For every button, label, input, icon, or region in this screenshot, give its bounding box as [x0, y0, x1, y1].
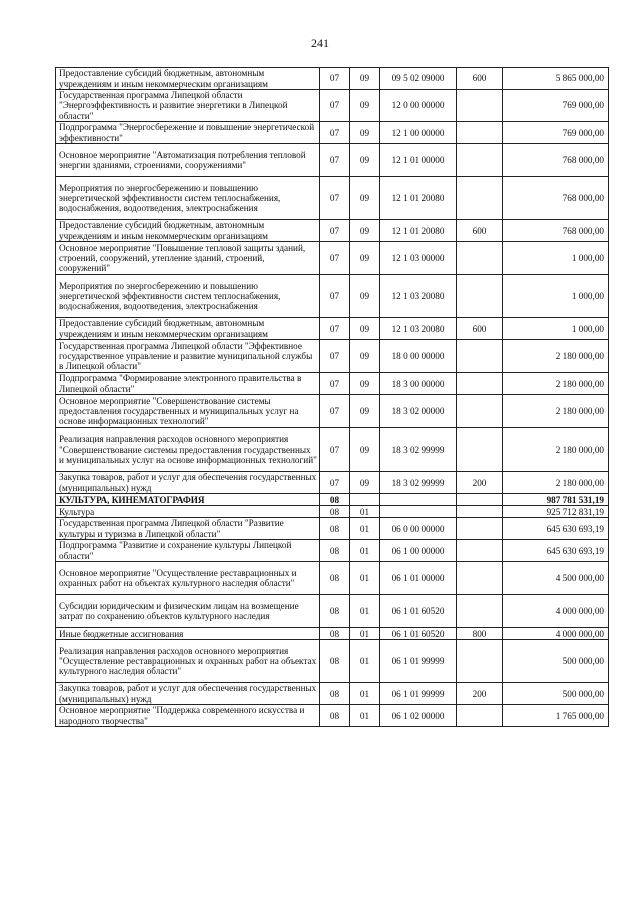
cell-amount: 500 000,00 — [503, 683, 609, 705]
table-row — [56, 595, 609, 628]
cell-name: Подпрограмма "Энергосбережение и повышение энергетической эффективности" — [56, 122, 320, 144]
cell-expense-type — [457, 562, 503, 595]
cell-target-article: 12 0 00 00000 — [380, 90, 457, 122]
cell-amount: 769 000,00 — [503, 122, 609, 144]
cell-name: Реализация направления расходов основного мероприятия "Осуществление реставрационных и охранных работ на объектах культурного наследия области" — [56, 640, 320, 683]
cell-target-article: 06 1 00 00000 — [380, 540, 457, 562]
cell-amount: 769 000,00 — [503, 90, 609, 122]
cell-amount: 987 781 531,19 — [503, 494, 609, 506]
cell-name: Реализация направления расходов основного мероприятия "Совершенствование системы предоставления государственных и муниципальных услуг на основе информационных технологий" — [56, 428, 320, 472]
cell-target-article: 06 0 00 00000 — [380, 518, 457, 540]
cell-expense-type — [457, 506, 503, 518]
cell-amount: 1 000,00 — [503, 242, 609, 275]
cell-expense-type: 200 — [457, 472, 503, 494]
table-row — [56, 472, 609, 494]
cell-name: Иные бюджетные ассигнования — [56, 628, 320, 640]
cell-target-article: 06 1 02 00000 — [380, 705, 457, 727]
cell-subsection: 09 — [350, 177, 380, 220]
cell-section: 07 — [320, 242, 350, 275]
cell-amount: 4 000 000,00 — [503, 595, 609, 628]
cell-target-article — [380, 506, 457, 518]
cell-amount: 1 000,00 — [503, 275, 609, 318]
cell-name: Мероприятия по энергосбережению и повышению энергетической эффективности систем теплоснабжения, водоснабжения, водоотведения, электроснабжения — [56, 177, 320, 220]
cell-section: 08 — [320, 683, 350, 705]
cell-amount: 925 712 831,19 — [503, 506, 609, 518]
cell-name: Предоставление субсидий бюджетным, автономным учреждениям и иным некоммерческим организациям — [56, 318, 320, 340]
cell-section: 07 — [320, 318, 350, 340]
cell-expense-type — [457, 373, 503, 395]
cell-name: Предоставление субсидий бюджетным, автономным учреждениям и иным некоммерческим организациям — [56, 68, 320, 90]
cell-subsection: 01 — [350, 595, 380, 628]
cell-subsection: 09 — [350, 122, 380, 144]
cell-subsection: 01 — [350, 518, 380, 540]
cell-name: КУЛЬТУРА, КИНЕМАТОГРАФИЯ — [56, 494, 320, 506]
cell-amount: 2 180 000,00 — [503, 428, 609, 472]
cell-target-article: 12 1 01 20080 — [380, 220, 457, 242]
cell-expense-type — [457, 144, 503, 177]
table-row — [56, 428, 609, 472]
cell-expense-type — [457, 518, 503, 540]
cell-subsection: 01 — [350, 628, 380, 640]
cell-subsection: 01 — [350, 562, 380, 595]
cell-expense-type — [457, 395, 503, 428]
cell-amount: 1 000,00 — [503, 318, 609, 340]
cell-expense-type — [457, 340, 503, 373]
cell-target-article: 12 1 00 00000 — [380, 122, 457, 144]
cell-amount: 645 630 693,19 — [503, 518, 609, 540]
table-row — [56, 640, 609, 683]
cell-section: 07 — [320, 373, 350, 395]
cell-name: Подпрограмма "Формирование электронного правительства в Липецкой области" — [56, 373, 320, 395]
cell-expense-type — [457, 242, 503, 275]
cell-amount: 500 000,00 — [503, 640, 609, 683]
cell-subsection: 09 — [350, 340, 380, 373]
cell-target-article: 06 1 01 99999 — [380, 683, 457, 705]
cell-section: 08 — [320, 494, 350, 506]
cell-target-article: 12 1 03 00000 — [380, 242, 457, 275]
cell-name: Закупка товаров, работ и услуг для обеспечения государственных (муниципальных) нужд — [56, 472, 320, 494]
cell-subsection: 09 — [350, 428, 380, 472]
cell-amount: 2 180 000,00 — [503, 373, 609, 395]
cell-amount: 4 500 000,00 — [503, 562, 609, 595]
cell-subsection: 09 — [350, 395, 380, 428]
cell-section: 07 — [320, 275, 350, 318]
cell-subsection: 09 — [350, 472, 380, 494]
table-row — [56, 540, 609, 562]
cell-amount: 2 180 000,00 — [503, 395, 609, 428]
cell-section: 08 — [320, 628, 350, 640]
cell-target-article — [380, 494, 457, 506]
cell-expense-type — [457, 494, 503, 506]
cell-target-article: 06 1 01 60520 — [380, 628, 457, 640]
page-number: 241 — [311, 36, 329, 50]
cell-amount: 4 000 000,00 — [503, 628, 609, 640]
cell-name: Закупка товаров, работ и услуг для обеспечения государственных (муниципальных) нужд — [56, 683, 320, 705]
table-row — [56, 275, 609, 318]
cell-amount: 768 000,00 — [503, 177, 609, 220]
cell-expense-type — [457, 595, 503, 628]
cell-amount: 5 865 000,00 — [503, 68, 609, 90]
cell-section: 07 — [320, 177, 350, 220]
cell-amount: 768 000,00 — [503, 220, 609, 242]
cell-section: 08 — [320, 640, 350, 683]
cell-amount: 2 180 000,00 — [503, 472, 609, 494]
table-row — [56, 506, 609, 518]
table-row — [56, 318, 609, 340]
cell-section: 07 — [320, 395, 350, 428]
cell-section: 08 — [320, 540, 350, 562]
table-row — [56, 628, 609, 640]
cell-name: Культура — [56, 506, 320, 518]
cell-target-article: 12 1 03 20080 — [380, 275, 457, 318]
cell-name: Государственная программа Липецкой области "Эффективное государственное управление и развитие муниципальной службы в Липецкой области" — [56, 340, 320, 373]
cell-name: Основное мероприятие "Осуществление реставрационных и охранных работ на объектах культурного наследия области" — [56, 562, 320, 595]
table-row — [56, 705, 609, 727]
cell-target-article: 09 5 02 09000 — [380, 68, 457, 90]
table-row — [56, 683, 609, 705]
cell-subsection: 01 — [350, 640, 380, 683]
cell-name: Основное мероприятие "Совершенствование системы предоставления государственных и муниципальных услуг на основе информационных технологий" — [56, 395, 320, 428]
cell-target-article: 06 1 01 60520 — [380, 595, 457, 628]
cell-expense-type — [457, 122, 503, 144]
cell-name: Основное мероприятие "Повышение тепловой защиты зданий, строений, сооружений, утепление зданий, строений, сооружений" — [56, 242, 320, 275]
cell-name: Субсидии юридическим и физическим лицам на возмещение затрат по сохранению объектов культурного наследия — [56, 595, 320, 628]
cell-section: 08 — [320, 518, 350, 540]
cell-target-article: 06 1 01 99999 — [380, 640, 457, 683]
cell-section: 07 — [320, 122, 350, 144]
cell-section: 07 — [320, 144, 350, 177]
table-row — [56, 340, 609, 373]
cell-section: 07 — [320, 68, 350, 90]
table-row — [56, 242, 609, 275]
table-row — [56, 395, 609, 428]
cell-expense-type: 200 — [457, 683, 503, 705]
table-row — [56, 494, 609, 506]
table-row — [56, 90, 609, 122]
cell-name: Государственная программа Липецкой области "Развитие культуры и туризма в Липецкой области" — [56, 518, 320, 540]
cell-subsection: 01 — [350, 683, 380, 705]
cell-subsection: 09 — [350, 318, 380, 340]
cell-target-article: 12 1 01 20080 — [380, 177, 457, 220]
cell-target-article: 18 3 02 00000 — [380, 395, 457, 428]
cell-subsection: 01 — [350, 506, 380, 518]
cell-section: 07 — [320, 428, 350, 472]
cell-target-article: 18 3 00 00000 — [380, 373, 457, 395]
cell-expense-type — [457, 428, 503, 472]
table-row — [56, 68, 609, 90]
cell-subsection: 09 — [350, 373, 380, 395]
cell-section: 07 — [320, 472, 350, 494]
cell-subsection: 09 — [350, 144, 380, 177]
cell-subsection: 09 — [350, 242, 380, 275]
cell-subsection: 09 — [350, 90, 380, 122]
cell-section: 07 — [320, 340, 350, 373]
cell-section: 08 — [320, 595, 350, 628]
cell-target-article: 12 1 03 20080 — [380, 318, 457, 340]
cell-expense-type — [457, 640, 503, 683]
cell-name: Предоставление субсидий бюджетным, автономным учреждениям и иным некоммерческим организациям — [56, 220, 320, 242]
table-row — [56, 144, 609, 177]
table-row — [56, 220, 609, 242]
cell-name: Государственная программа Липецкой области "Энергоэффективность и развитие энергетики в Липецкой области" — [56, 90, 320, 122]
cell-amount: 645 630 693,19 — [503, 540, 609, 562]
table-body — [56, 68, 609, 727]
cell-subsection: 09 — [350, 275, 380, 318]
cell-section: 08 — [320, 705, 350, 727]
cell-section: 07 — [320, 220, 350, 242]
cell-subsection — [350, 494, 380, 506]
table-row — [56, 373, 609, 395]
cell-section: 07 — [320, 90, 350, 122]
cell-expense-type: 600 — [457, 220, 503, 242]
cell-expense-type: 800 — [457, 628, 503, 640]
cell-amount: 768 000,00 — [503, 144, 609, 177]
cell-amount: 2 180 000,00 — [503, 340, 609, 373]
table-row — [56, 518, 609, 540]
cell-name: Основное мероприятие "Автоматизация потребления тепловой энергии зданиями, строениями, сооружениями" — [56, 144, 320, 177]
cell-name: Подпрограмма "Развитие и сохранение культуры Липецкой области" — [56, 540, 320, 562]
cell-name: Основное мероприятие "Поддержка современного искусства и народного творчества" — [56, 705, 320, 727]
cell-expense-type — [457, 705, 503, 727]
cell-subsection: 01 — [350, 540, 380, 562]
cell-subsection: 09 — [350, 68, 380, 90]
cell-subsection: 09 — [350, 220, 380, 242]
cell-expense-type: 600 — [457, 68, 503, 90]
cell-target-article: 18 3 02 99999 — [380, 472, 457, 494]
cell-target-article: 06 1 01 00000 — [380, 562, 457, 595]
table-row — [56, 177, 609, 220]
budget-table — [55, 67, 609, 727]
cell-target-article: 18 0 00 00000 — [380, 340, 457, 373]
cell-target-article: 18 3 02 99999 — [380, 428, 457, 472]
table-row — [56, 562, 609, 595]
cell-expense-type: 600 — [457, 318, 503, 340]
cell-subsection: 01 — [350, 705, 380, 727]
cell-name: Мероприятия по энергосбережению и повышению энергетической эффективности систем теплоснабжения, водоснабжения, водоотведения, электроснабжения — [56, 275, 320, 318]
cell-target-article: 12 1 01 00000 — [380, 144, 457, 177]
cell-expense-type — [457, 177, 503, 220]
cell-expense-type — [457, 540, 503, 562]
table-row — [56, 122, 609, 144]
cell-expense-type — [457, 275, 503, 318]
cell-section: 08 — [320, 506, 350, 518]
cell-expense-type — [457, 90, 503, 122]
cell-amount: 1 765 000,00 — [503, 705, 609, 727]
cell-section: 08 — [320, 562, 350, 595]
